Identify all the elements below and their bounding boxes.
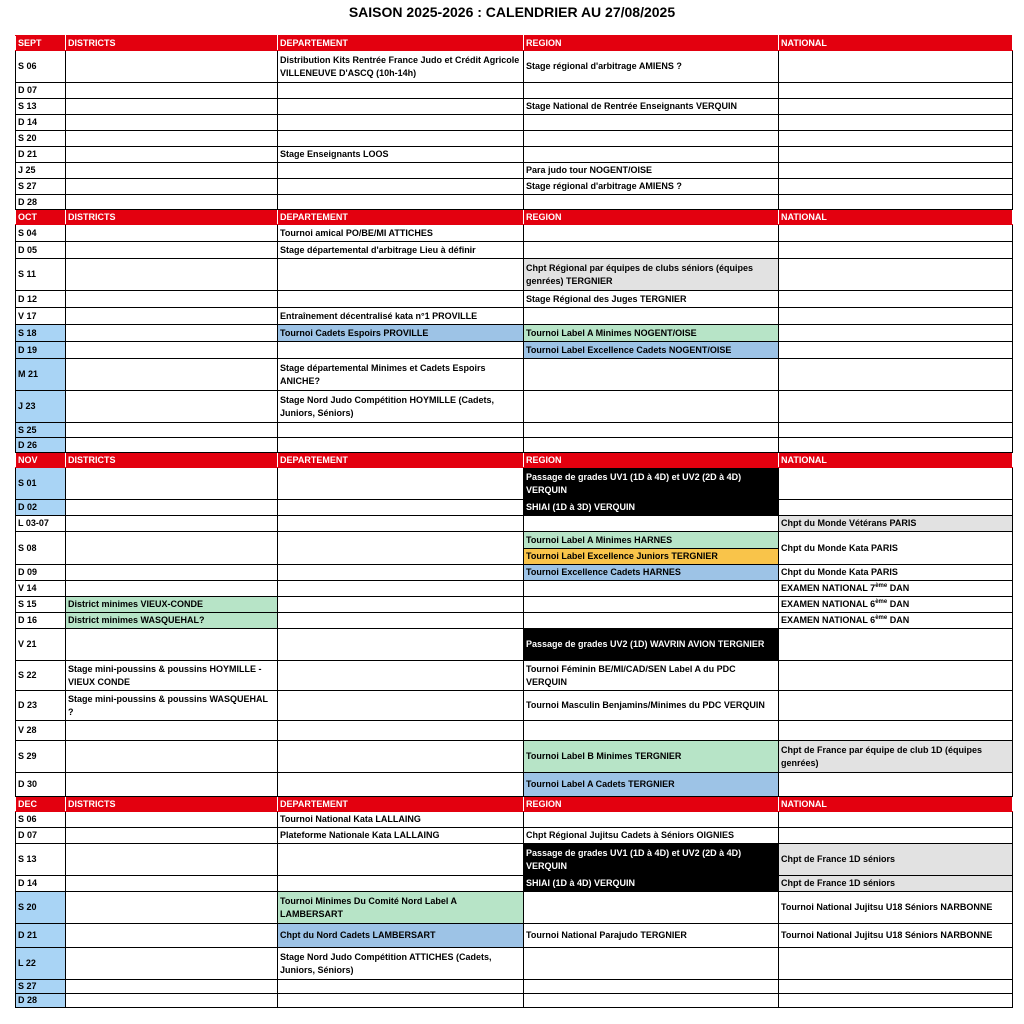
region-cell: Stage régional d'arbitrage AMIENS ?	[524, 179, 779, 195]
col-header-departement: DEPARTEMENT	[278, 797, 524, 812]
districts-cell: Stage mini-poussins & poussins HOYMILLE - VIEUX CONDE	[66, 661, 278, 691]
table-row	[16, 876, 1013, 892]
departement-cell: Chpt du Nord Cadets LAMBERSART	[278, 924, 524, 948]
month-label: NOV	[16, 453, 66, 468]
departement-cell: Stage Nord Judo Compétition ATTICHES (Cadets, Juniors, Séniors)	[278, 948, 524, 980]
day-cell: D 28	[16, 994, 66, 1008]
table-row	[16, 468, 1013, 500]
districts-cell: District minimes WASQUEHAL?	[66, 613, 278, 629]
day-cell: D 28	[16, 195, 66, 210]
day-cell: D 30	[16, 773, 66, 797]
col-header-departement: DEPARTEMENT	[278, 453, 524, 468]
day-cell: J 25	[16, 163, 66, 179]
national-cell: EXAMEN NATIONAL 6ème DAN	[779, 597, 1013, 613]
table-row	[16, 516, 1013, 532]
departement-cell: Tournoi Minimes Du Comité Nord Label A LAMBERSART	[278, 892, 524, 924]
day-cell: D 07	[16, 828, 66, 844]
table-row	[16, 325, 1013, 342]
day-cell: S 13	[16, 844, 66, 876]
region-cell: Tournoi Label Excellence Cadets NOGENT/OISE	[524, 342, 779, 359]
table-row	[16, 225, 1013, 242]
col-header-districts: DISTRICTS	[66, 36, 278, 51]
col-header-departement: DEPARTEMENT	[278, 210, 524, 225]
col-header-departement: DEPARTEMENT	[278, 36, 524, 51]
table-row	[16, 131, 1013, 147]
day-cell: L 22	[16, 948, 66, 980]
table-row	[16, 342, 1013, 359]
region-cell: Tournoi National Parajudo TERGNIER	[524, 924, 779, 948]
month-label: OCT	[16, 210, 66, 225]
day-cell: D 09	[16, 565, 66, 581]
region-cell: Tournoi Label A Cadets TERGNIER	[524, 773, 779, 797]
table-row	[16, 242, 1013, 259]
day-cell: S 27	[16, 980, 66, 994]
table-row	[16, 359, 1013, 391]
region-cell: Tournoi Féminin BE/MI/CAD/SEN Label A du PDC VERQUIN	[524, 661, 779, 691]
page-title: SAISON 2025-2026 : CALENDRIER AU 27/08/2025	[348, 4, 676, 20]
table-row	[16, 629, 1013, 661]
national-cell: Chpt du Monde Vétérans PARIS	[779, 516, 1013, 532]
table-row	[16, 812, 1013, 828]
region-cell: Stage Régional des Juges TERGNIER	[524, 291, 779, 308]
table-row	[16, 661, 1013, 691]
col-header-region: REGION	[524, 797, 779, 812]
national-cell: EXAMEN NATIONAL 6ème DAN	[779, 613, 1013, 629]
day-cell: D 14	[16, 876, 66, 892]
table-row	[16, 994, 1013, 1008]
region-cell: Para judo tour NOGENT/OISE	[524, 163, 779, 179]
region-cell: Passage de grades UV1 (1D à 4D) et UV2 (2D à 4D) VERQUIN	[524, 844, 779, 876]
col-header-region: REGION	[524, 36, 779, 51]
day-cell: S 27	[16, 179, 66, 195]
national-cell: Chpt de France par équipe de club 1D (équipes genrées)	[779, 741, 1013, 773]
region-cell: Tournoi Label B Minimes TERGNIER	[524, 741, 779, 773]
day-cell: S 01	[16, 468, 66, 500]
calendar-table	[15, 35, 1013, 1008]
day-cell: S 20	[16, 131, 66, 147]
day-cell: S 20	[16, 892, 66, 924]
table-row	[16, 163, 1013, 179]
month-label: SEPT	[16, 36, 66, 51]
table-row	[16, 844, 1013, 876]
districts-cell: District minimes VIEUX-CONDE	[66, 597, 278, 613]
districts-cell: Stage mini-poussins & poussins WASQUEHAL ?	[66, 691, 278, 721]
month-header-oct	[16, 210, 1013, 225]
table-row	[16, 291, 1013, 308]
col-header-region: REGION	[524, 210, 779, 225]
districts-cell	[66, 51, 278, 83]
day-cell: D 23	[16, 691, 66, 721]
day-cell: S 18	[16, 325, 66, 342]
day-cell: S 29	[16, 741, 66, 773]
region-cell	[524, 532, 779, 565]
day-cell: V 17	[16, 308, 66, 325]
month-header-sept	[16, 36, 1013, 51]
month-label: DEC	[16, 797, 66, 812]
table-row	[16, 948, 1013, 980]
day-cell: S 11	[16, 259, 66, 291]
col-header-region: REGION	[524, 453, 779, 468]
day-cell: V 28	[16, 721, 66, 741]
region-cell: Stage National de Rentrée Enseignants VERQUIN	[524, 99, 779, 115]
departement-cell: Entraînement décentralisé kata n°1 PROVILLE	[278, 308, 524, 325]
day-cell: S 08	[16, 532, 66, 565]
departement-cell: Tournoi Cadets Espoirs PROVILLE	[278, 325, 524, 342]
table-row	[16, 115, 1013, 131]
region-cell: Passage de grades UV1 (1D à 4D) et UV2 (2D à 4D) VERQUIN	[524, 468, 779, 500]
col-header-districts: DISTRICTS	[66, 210, 278, 225]
national-cell: EXAMEN NATIONAL 7ème DAN	[779, 581, 1013, 597]
day-cell: D 21	[16, 147, 66, 163]
col-header-national: NATIONAL	[779, 453, 1013, 468]
day-cell: D 19	[16, 342, 66, 359]
table-row	[16, 721, 1013, 741]
table-row	[16, 828, 1013, 844]
table-row	[16, 980, 1013, 994]
national-cell: Chpt de France 1D séniors	[779, 876, 1013, 892]
table-row	[16, 147, 1013, 163]
region-event: Tournoi Label A Minimes HARNES	[524, 532, 778, 548]
table-row	[16, 308, 1013, 325]
day-cell: S 06	[16, 812, 66, 828]
table-row	[16, 99, 1013, 115]
day-cell: S 04	[16, 225, 66, 242]
table-row	[16, 924, 1013, 948]
table-row	[16, 892, 1013, 924]
col-header-national: NATIONAL	[779, 797, 1013, 812]
departement-cell: Stage départemental Minimes et Cadets Espoirs ANICHE?	[278, 359, 524, 391]
day-cell: S 06	[16, 51, 66, 83]
table-row	[16, 259, 1013, 291]
national-cell: Chpt de France 1D séniors	[779, 844, 1013, 876]
day-cell: D 07	[16, 83, 66, 99]
table-row	[16, 565, 1013, 581]
table-row	[16, 581, 1013, 597]
national-cell: Chpt du Monde Kata PARIS	[779, 565, 1013, 581]
day-cell: L 03-07	[16, 516, 66, 532]
region-cell: Tournoi Label A Minimes NOGENT/OISE	[524, 325, 779, 342]
table-row	[16, 613, 1013, 629]
departement-cell: Stage Nord Judo Compétition HOYMILLE (Cadets, Juniors, Séniors)	[278, 391, 524, 423]
national-cell	[779, 51, 1013, 83]
day-cell: V 21	[16, 629, 66, 661]
table-row	[16, 195, 1013, 210]
region-cell: Tournoi Masculin Benjamins/Minimes du PDC VERQUIN	[524, 691, 779, 721]
region-cell: SHIAI (1D à 3D) VERQUIN	[524, 500, 779, 516]
region-cell: Tournoi Excellence Cadets HARNES	[524, 565, 779, 581]
table-row	[16, 83, 1013, 99]
month-header-nov	[16, 453, 1013, 468]
table-row	[16, 691, 1013, 721]
region-cell: Chpt Régional Jujitsu Cadets à Séniors OIGNIES	[524, 828, 779, 844]
region-cell: Passage de grades UV2 (1D) WAVRIN AVION TERGNIER	[524, 629, 779, 661]
col-header-districts: DISTRICTS	[66, 797, 278, 812]
table-row	[16, 51, 1013, 83]
day-cell: S 22	[16, 661, 66, 691]
day-cell: D 14	[16, 115, 66, 131]
table-row	[16, 532, 1013, 565]
region-event: Tournoi Label Excellence Juniors TERGNIER	[524, 548, 778, 564]
day-cell: D 21	[16, 924, 66, 948]
departement-cell: Stage départemental d'arbitrage Lieu à définir	[278, 242, 524, 259]
month-header-dec	[16, 797, 1013, 812]
col-header-national: NATIONAL	[779, 36, 1013, 51]
departement-cell: Tournoi amical PO/BE/MI ATTICHES	[278, 225, 524, 242]
departement-cell: Plateforme Nationale Kata LALLAING	[278, 828, 524, 844]
day-cell: V 14	[16, 581, 66, 597]
day-cell: D 12	[16, 291, 66, 308]
table-row	[16, 500, 1013, 516]
table-row	[16, 179, 1013, 195]
day-cell: J 23	[16, 391, 66, 423]
national-cell: Tournoi National Jujitsu U18 Séniors NARBONNE	[779, 892, 1013, 924]
day-cell: D 05	[16, 242, 66, 259]
day-cell: S 13	[16, 99, 66, 115]
national-cell: Tournoi National Jujitsu U18 Séniors NARBONNE	[779, 924, 1013, 948]
day-cell: D 26	[16, 438, 66, 453]
table-row	[16, 391, 1013, 423]
region-cell: Chpt Régional par équipes de clubs séniors (équipes genrées) TERGNIER	[524, 259, 779, 291]
table-row	[16, 773, 1013, 797]
departement-cell: Stage Enseignants LOOS	[278, 147, 524, 163]
region-cell: Stage régional d'arbitrage AMIENS ?	[524, 51, 779, 83]
day-cell: D 16	[16, 613, 66, 629]
departement-cell: Tournoi National Kata LALLAING	[278, 812, 524, 828]
day-cell: S 25	[16, 423, 66, 438]
table-row	[16, 438, 1013, 453]
day-cell: M 21	[16, 359, 66, 391]
table-row	[16, 597, 1013, 613]
national-cell: Chpt du Monde Kata PARIS	[779, 532, 1013, 565]
col-header-national: NATIONAL	[779, 210, 1013, 225]
col-header-districts: DISTRICTS	[66, 453, 278, 468]
table-row	[16, 741, 1013, 773]
region-cell: SHIAI (1D à 4D) VERQUIN	[524, 876, 779, 892]
table-row	[16, 423, 1013, 438]
day-cell: D 02	[16, 500, 66, 516]
departement-cell: Distribution Kits Rentrée France Judo et Crédit Agricole VILLENEUVE D'ASCQ (10h-14h)	[278, 51, 524, 83]
day-cell: S 15	[16, 597, 66, 613]
